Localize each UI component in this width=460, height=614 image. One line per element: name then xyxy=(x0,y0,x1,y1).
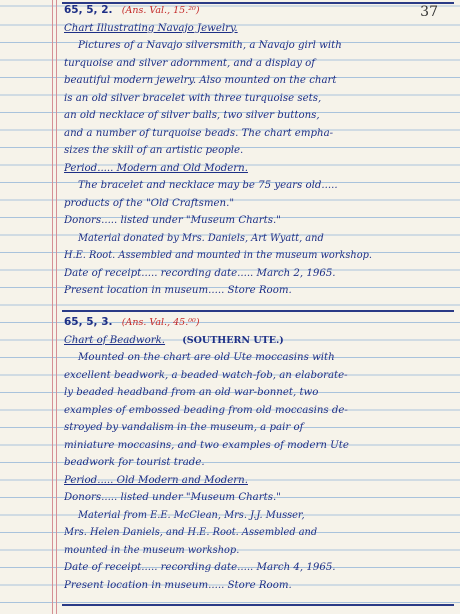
catalog-number: 65, 5, 2. xyxy=(64,4,113,16)
desc-line: stroyed by vandalism in the museum, a pair of xyxy=(64,422,304,433)
entry-divider xyxy=(62,604,454,606)
entry-title xyxy=(64,332,452,350)
desc-line: beadwork for tourist trade. xyxy=(64,457,205,468)
desc-line: excellent beadwork, a beaded watch-fob, an elaborate- xyxy=(64,369,348,381)
title-text: Chart of Beadwork. xyxy=(64,334,166,346)
catalog-number: 65, 5, 3. xyxy=(64,316,113,328)
entry-header xyxy=(64,2,452,20)
desc-line: ly beaded headband from an old war-bonnet, two xyxy=(64,387,319,398)
date-of-receipt: Date of receipt..... recording date..... March 4, 1965. xyxy=(64,562,336,573)
material-line: H.E. Root. Assembled and mounted in the museum workshop. xyxy=(64,250,373,261)
appraised-value: (Ans. Val., 45.⁰⁰) xyxy=(121,317,200,328)
period-note-line: products of the "Old Craftsmen." xyxy=(64,197,234,209)
material-line: Material donated by Mrs. Daniels, Art Wyatt, and xyxy=(78,232,324,244)
period-text: Period..... Old Modern and Modern. xyxy=(64,474,248,486)
period-text: Period..... Modern and Old Modern. xyxy=(64,162,248,174)
period xyxy=(64,472,452,490)
title-text: Chart Illustrating Navajo Jewelry. xyxy=(64,22,238,34)
desc-line: sizes the skill of an artistic people. xyxy=(64,145,244,156)
desc-line: and a number of turquoise beads. The chart empha- xyxy=(64,127,334,139)
entry-divider xyxy=(62,310,454,312)
desc-line: an old necklace of silver balls, two silver buttons, xyxy=(64,110,320,121)
donors: Donors..... listed under "Museum Charts." xyxy=(64,215,281,226)
date-of-receipt: Date of receipt..... recording date..... March 2, 1965. xyxy=(64,267,336,279)
material-line: Mrs. Helen Daniels, and H.E. Root. Assembled and xyxy=(64,527,318,538)
page-number: 37 xyxy=(420,4,438,20)
material-line: Material from E.E. McClean, Mrs. J.J. Musser, xyxy=(78,509,305,521)
desc-line: is an old silver bracelet with three turquoise sets, xyxy=(64,92,322,104)
entry-header xyxy=(64,314,452,332)
desc-line: Pictures of a Navajo silversmith, a Navajo girl with xyxy=(78,40,342,51)
desc-line: Mounted on the chart are old Ute moccasins with xyxy=(78,352,335,363)
desc-line: turquoise and silver adornment, and a display of xyxy=(64,57,315,69)
period-note-line: The bracelet and necklace may be 75 years old..... xyxy=(78,180,338,191)
present-location: Present location in museum..... Store Room. xyxy=(64,285,292,296)
material-line: mounted in the museum workshop. xyxy=(64,544,240,556)
entry-title xyxy=(64,20,452,38)
appraised-value: (Ans. Val., 15.²⁰) xyxy=(121,5,200,16)
period xyxy=(64,160,452,178)
margin-line-left xyxy=(52,0,53,614)
desc-line: miniature moccasins, and two examples of modern Ute xyxy=(64,439,349,451)
desc-line: beautiful modern jewelry. Also mounted on the chart xyxy=(64,75,337,86)
entry-subtitle: (SOUTHERN UTE.) xyxy=(182,334,284,346)
entry-65-5-2 xyxy=(64,2,452,300)
entry-65-5-3 xyxy=(64,314,452,594)
desc-line: examples of embossed beading from old moccasins de- xyxy=(64,404,348,416)
present-location: Present location in museum..... Store Room. xyxy=(64,579,292,591)
donors: Donors..... listed under "Museum Charts." xyxy=(64,492,281,503)
margin-line-right xyxy=(56,0,57,614)
